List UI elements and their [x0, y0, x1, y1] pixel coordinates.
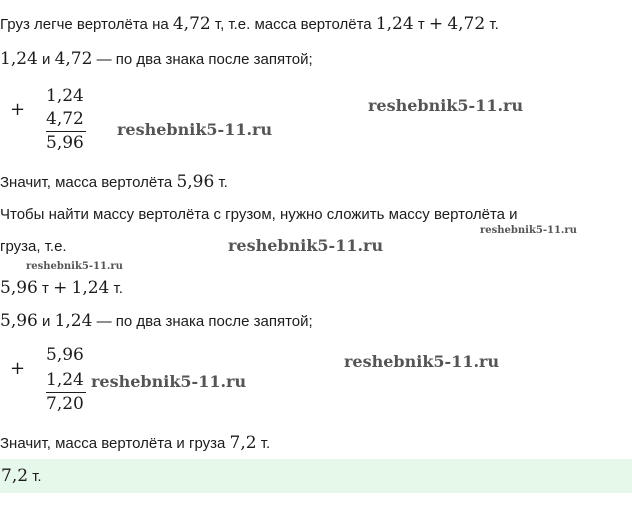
number: 5,96: [0, 311, 38, 331]
text: т.: [485, 16, 499, 33]
number: 5,96: [176, 172, 215, 192]
text: груза, т.е.: [0, 238, 67, 255]
number: 7,2: [229, 433, 257, 453]
text: — по два знака после запятой;: [92, 313, 313, 330]
watermark: reshebnik5-11.ru: [368, 96, 524, 115]
watermark: reshebnik5-11.ru: [117, 120, 273, 139]
text: т, т.е. масса вертолёта: [210, 16, 376, 33]
number: 4,72: [54, 49, 93, 69]
text: и: [37, 51, 55, 68]
text: т.: [214, 174, 228, 191]
text: Значит, масса вертолёта: [0, 174, 177, 191]
text: т.: [109, 280, 123, 297]
watermark: reshebnik5-11.ru: [26, 261, 123, 272]
statement-line-8: [0, 433, 270, 454]
sum-line: [46, 131, 86, 132]
watermark: reshebnik5-11.ru: [228, 236, 384, 255]
answer-number: 7,2: [1, 466, 29, 486]
answer-box: [0, 459, 632, 493]
number: 4,72: [172, 14, 211, 34]
answer-unit: т.: [28, 468, 42, 485]
number: 1,24: [54, 311, 93, 331]
number: 5,96: [0, 278, 38, 298]
text: т.: [256, 435, 271, 452]
statement-line-6: [0, 278, 123, 299]
sum-line: [46, 392, 86, 393]
watermark: reshebnik5-11.ru: [91, 372, 247, 391]
statement-line-1: [0, 14, 499, 35]
statement-line-7: [0, 311, 313, 332]
statement-line-5: [0, 237, 67, 257]
plus-operator: +: [10, 358, 26, 379]
text: Чтобы найти массу вертолёта с грузом, нужно сложить массу вертолёта и: [0, 206, 518, 223]
plus-sign: +: [53, 278, 68, 298]
unit: т: [413, 16, 429, 33]
addend-2: 1,24: [46, 370, 84, 390]
addend-2: 4,72: [46, 109, 84, 129]
text: и: [37, 313, 55, 330]
sum-result: 7,20: [46, 394, 84, 414]
text: Груз легче вертолёта на: [0, 16, 173, 33]
plus-operator: +: [10, 99, 26, 120]
number: 1,24: [71, 278, 110, 298]
statement-line-2: [0, 49, 313, 70]
addend-1: 5,96: [46, 345, 84, 365]
addend-1: 1,24: [46, 86, 84, 106]
statement-line-4: [0, 205, 518, 225]
sum-result: 5,96: [46, 133, 84, 153]
text: Значит, масса вертолёта и груза: [0, 435, 230, 452]
watermark: reshebnik5-11.ru: [480, 225, 577, 236]
answer-line: [1, 466, 42, 487]
number: 1,24: [375, 14, 414, 34]
plus-sign: +: [428, 14, 444, 34]
unit: т: [37, 280, 54, 297]
watermark: reshebnik5-11.ru: [344, 352, 500, 371]
number: 1,24: [0, 49, 38, 69]
statement-line-3: [0, 172, 228, 193]
number: 4,72: [447, 14, 486, 34]
text: — по два знака после запятой;: [92, 51, 313, 68]
